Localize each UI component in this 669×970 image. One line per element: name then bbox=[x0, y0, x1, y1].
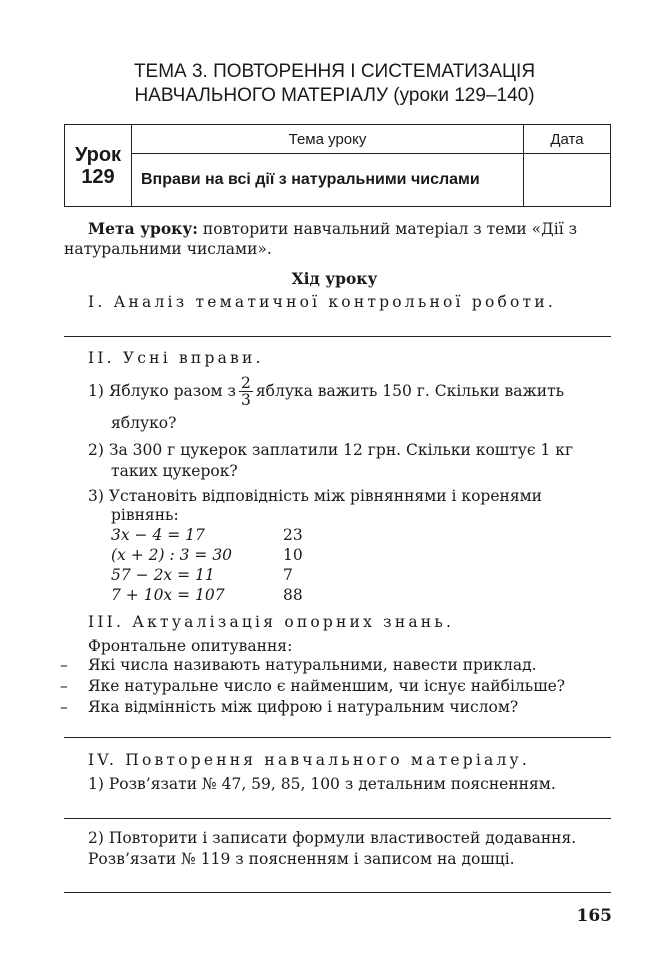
exercise-2-line2: таких цукерок? bbox=[111, 462, 238, 480]
root-2: 10 bbox=[283, 546, 303, 564]
topic-title-line2: НАВЧАЛЬНОГО МАТЕРІАЛУ (уроки 129–140) bbox=[134, 85, 535, 106]
section-1: І. Аналіз тематичної контрольної роботи. bbox=[88, 293, 556, 311]
equation-4: 7 + 10x = 107 bbox=[111, 586, 225, 604]
equation-3: 57 − 2x = 11 bbox=[111, 566, 215, 584]
root-4: 88 bbox=[283, 586, 303, 604]
fraction bbox=[239, 375, 253, 408]
exercise-3-line2: рівнянь: bbox=[111, 506, 179, 524]
goal-text-2: натуральними числами». bbox=[64, 240, 272, 258]
exercise-1 bbox=[88, 370, 564, 412]
divider-4 bbox=[64, 892, 611, 893]
question-3-dash: – bbox=[60, 698, 68, 716]
exercise-1-text-b: яблука важить 150 г. Скільки важить bbox=[255, 381, 565, 400]
fraction-denominator: 3 bbox=[240, 390, 251, 409]
divider-1 bbox=[64, 336, 611, 337]
root-3: 7 bbox=[283, 566, 293, 584]
question-1: Які числа називають натуральними, навести приклад. bbox=[88, 656, 537, 674]
root-1: 23 bbox=[283, 526, 303, 544]
page-number: 165 bbox=[576, 906, 612, 926]
topic-title-line1: ТЕМА 3. ПОВТОРЕННЯ І СИСТЕМАТИЗАЦІЯ bbox=[133, 61, 536, 82]
question-2-dash: – bbox=[60, 677, 68, 695]
goal-label: Мета уроку: bbox=[88, 219, 198, 238]
exercise-2-line1: 2) За 300 г цукерок заплатили 12 грн. Скільки коштує 1 кг bbox=[88, 441, 574, 459]
topic-header-cell: Тема уроку bbox=[132, 125, 524, 154]
exercise-1-text-a: 1) Яблуко разом з bbox=[88, 381, 236, 400]
goal-line1 bbox=[88, 218, 613, 240]
section-3: ІІІ. Актуалізація опорних знань. bbox=[88, 613, 455, 631]
course-heading: Хід уроку bbox=[291, 269, 378, 288]
task-1: 1) Розв’язати № 47, 59, 85, 100 з детальним поясненням. bbox=[88, 775, 556, 793]
lesson-title-cell: Вправи на всі дії з натуральними числами bbox=[132, 154, 524, 207]
section-4: IV. Повторення навчального матеріалу. bbox=[88, 751, 530, 769]
lesson-word: Урок bbox=[74, 143, 122, 166]
equation-1: 3x − 4 = 17 bbox=[111, 526, 205, 544]
fraction-numerator: 2 bbox=[240, 373, 251, 392]
question-3: Яка відмінність між цифрою і натуральним числом? bbox=[88, 698, 519, 716]
divider-3 bbox=[64, 818, 611, 819]
question-2: Яке натуральне число є найменшим, чи існує найбільше? bbox=[88, 677, 566, 695]
lesson-number-cell bbox=[65, 125, 132, 207]
question-1-dash: – bbox=[60, 656, 68, 674]
frontal-survey: Фронтальне опитування: bbox=[88, 637, 293, 655]
lesson-table bbox=[64, 124, 611, 207]
task-2-line1: 2) Повторити і записати формули властивостей додавання. bbox=[88, 829, 577, 847]
date-header-cell: Дата bbox=[524, 125, 611, 154]
section-2: ІІ. Усні вправи. bbox=[88, 349, 264, 367]
exercise-3-line1: 3) Установіть відповідність між рівняннями і коренями bbox=[88, 487, 543, 505]
lesson-number: 129 bbox=[81, 165, 115, 188]
equation-2: (x + 2) : 3 = 30 bbox=[111, 546, 233, 564]
goal-text-1: повторити навчальний матеріал з теми «Дії з bbox=[198, 220, 578, 238]
exercise-1-text-c: яблуко? bbox=[111, 414, 177, 432]
task-2-line2: Розв’язати № 119 з поясненням і записом на дошці. bbox=[88, 850, 515, 868]
divider-2 bbox=[64, 737, 611, 738]
date-value-cell bbox=[524, 154, 611, 207]
